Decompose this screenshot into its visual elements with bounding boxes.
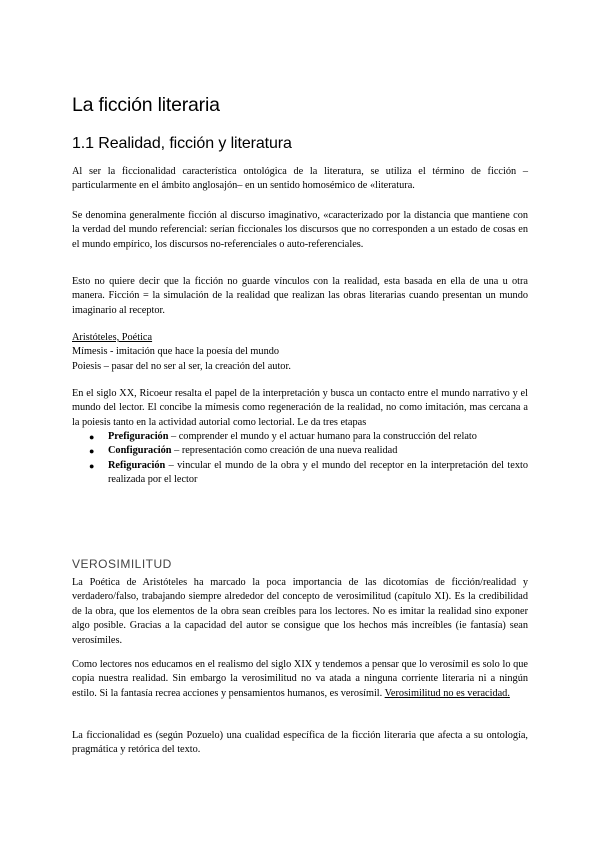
paragraph-text: En el siglo XX, Ricoeur resalta el papel de la interpretación y busca un contacto entre el mundo narrativo y el mundo del lector. El concibe la mímesis como regeneración de la realidad, no como imitación, mas cercana a la poiesis tanto en la actividad autorial como lectorial. Le da tres etapas <box>72 388 528 428</box>
paragraph-text: Al ser la ficcionalidad característica ontológica de la literatura, se utiliza el término de ficción –particularmente en el ámbito anglosajón– en un sentido homosémico de «literatura. <box>72 166 528 192</box>
list-item <box>72 430 528 444</box>
poiesis-definition: Poiesis – pasar del no ser al ser, la creación del autor. <box>72 360 291 372</box>
paragraph-discurso-imaginativo <box>72 209 528 252</box>
underlined-statement: Verosimilitud no es veracidad. <box>384 687 510 699</box>
document-title: La ficción literaria <box>72 94 220 116</box>
paragraph-pozuelo <box>72 729 528 758</box>
stage-term: Configuración <box>108 445 172 457</box>
bullet-icon: ● <box>89 446 95 457</box>
stage-description: – vincular el mundo de la obra y el mundo del receptor en la interpretación del texto realizada por el lector <box>108 459 528 486</box>
paragraph-ricoeur <box>72 387 528 430</box>
paragraph-text: La Poética de Aristóteles ha marcado la poca importancia de las dicotomías de ficción/realidad y verdadero/falso, trabajando siempre alrededor del concepto de verosimilitud (capítulo XI). Es la credibilidad de la obra, que los elementos de la obra sean creíbles para los lectores. No es imitar la realidad sino exponer algo posible. Gracias a la capacidad del autor se consigue que los hechos más increíbles (ie fantasía) sean verosímiles. <box>72 577 528 646</box>
stage-term: Prefiguración <box>108 431 169 442</box>
paragraph-ficcionalidad <box>72 165 528 194</box>
aristotle-notes <box>72 331 528 374</box>
paragraph-vinculos-realidad <box>72 275 528 318</box>
stages-list <box>72 430 528 488</box>
paragraph-realismo <box>72 658 528 701</box>
list-item <box>72 444 528 458</box>
paragraph-poetica <box>72 576 528 648</box>
paragraph-text <box>72 658 528 701</box>
mimesis-definition: Mímesis - imitación que hace la poesía del mundo <box>72 346 280 358</box>
section-heading-verosimilitud: VEROSIMILITUD <box>72 557 172 571</box>
paragraph-text: Esto no quiere decir que la ficción no guarde vínculos con la realidad, esta basada en ella de una u otra manera. Ficción = la simulación de la realidad que realizan las obras literarias cuando presentan un mundo imaginario al receptor. <box>72 276 528 316</box>
bullet-icon: ● <box>89 460 95 471</box>
aristotle-heading: Aristóteles, Poética <box>72 332 153 343</box>
section-heading-realidad: 1.1 Realidad, ficción y literatura <box>72 135 292 152</box>
stage-term: Refiguración <box>108 459 166 471</box>
paragraph-text: La ficcionalidad es (según Pozuelo) una cualidad específica de la ficción literaria que afecta a su ontología, pragmática y retórica del texto. <box>72 730 528 756</box>
stage-description: – representación como creación de una nueva realidad <box>171 445 398 457</box>
paragraph-text: Se denomina generalmente ficción al discurso imaginativo, «caracterizado por la distancia que mantiene con la verdad del mundo referencial: serían ficcionales los discursos que no corresponden a un estado de cosas en el mundo empírico, los discursos no-referenciales o auto-referenciales. <box>72 210 528 250</box>
bullet-icon: ● <box>89 432 95 442</box>
stage-description: – comprender el mundo y el actuar humano para la construcción del relato <box>168 431 477 442</box>
paragraph-text-main: Como lectores nos educamos en el realismo del siglo XIX y tendemos a pensar que lo verosímil es solo lo que copia nuestra realidad. Sin embargo la verosimilitud no va atada a ninguna corriente literaria ni a ningún estilo. Si la fantasía recrea acciones y pensamientos humanos, es verosímil. <box>72 659 528 699</box>
list-item <box>72 459 528 488</box>
